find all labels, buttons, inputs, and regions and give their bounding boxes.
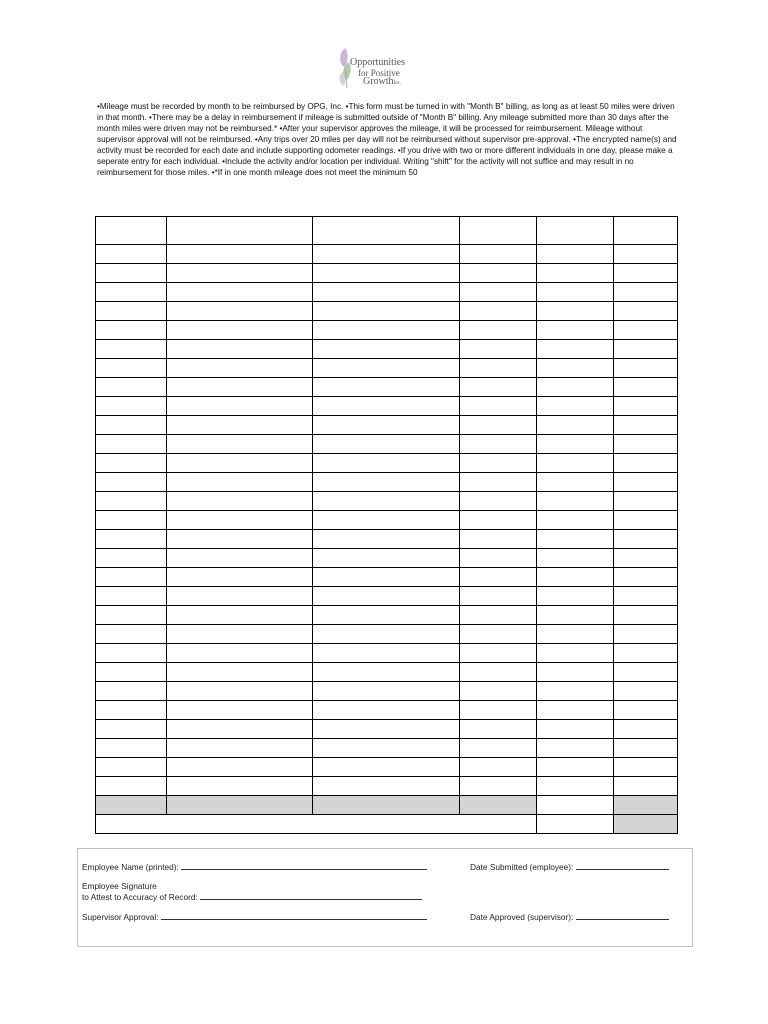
entry-cell[interactable]	[313, 663, 460, 682]
entry-cell[interactable]	[96, 397, 167, 416]
entry-cell[interactable]	[614, 264, 678, 283]
total-miles-cell[interactable]	[537, 796, 614, 815]
table-row	[96, 549, 678, 568]
entry-cell[interactable]	[537, 758, 614, 777]
logo-line-3-text: Growth	[363, 76, 394, 87]
entry-cell[interactable]	[614, 378, 678, 397]
entry-cell[interactable]	[167, 701, 313, 720]
date-approved-line[interactable]	[576, 911, 669, 920]
entry-cell[interactable]	[313, 359, 460, 378]
shaded-cell	[313, 796, 460, 815]
entry-cell[interactable]	[167, 397, 313, 416]
table-row	[96, 454, 678, 473]
entry-cell[interactable]	[614, 416, 678, 435]
table-row	[96, 340, 678, 359]
entry-cell[interactable]	[460, 397, 537, 416]
entry-cell[interactable]	[313, 625, 460, 644]
entry-cell[interactable]	[96, 454, 167, 473]
entry-cell[interactable]	[96, 283, 167, 302]
table-row	[96, 492, 678, 511]
entry-cell[interactable]	[96, 321, 167, 340]
entry-cell[interactable]	[537, 530, 614, 549]
entry-cell[interactable]	[96, 492, 167, 511]
entry-cell[interactable]	[460, 454, 537, 473]
entry-cell[interactable]	[460, 606, 537, 625]
mileage-log-table	[95, 216, 678, 834]
table-row	[96, 473, 678, 492]
entry-cell[interactable]	[614, 435, 678, 454]
entry-cell[interactable]	[96, 340, 167, 359]
entry-cell[interactable]	[537, 606, 614, 625]
entry-cell[interactable]	[537, 492, 614, 511]
entry-cell[interactable]	[614, 587, 678, 606]
table-row	[96, 302, 678, 321]
entry-cell[interactable]	[537, 720, 614, 739]
entry-cell[interactable]	[460, 435, 537, 454]
entry-cell[interactable]	[537, 283, 614, 302]
entry-cell[interactable]	[167, 454, 313, 473]
entry-cell[interactable]	[460, 473, 537, 492]
entry-cell[interactable]	[313, 587, 460, 606]
signature-section	[77, 848, 693, 947]
date-approved-field[interactable]	[470, 911, 669, 922]
entry-cell[interactable]	[614, 511, 678, 530]
date-submitted-field[interactable]	[470, 861, 669, 872]
header-cell	[614, 217, 678, 245]
employee-signature-field[interactable]	[82, 881, 422, 902]
entry-cell[interactable]	[313, 682, 460, 701]
entry-cell[interactable]	[96, 663, 167, 682]
date-approved-label: Date Approved (supervisor):	[470, 912, 574, 922]
entry-cell[interactable]	[614, 777, 678, 796]
entry-cell[interactable]	[167, 777, 313, 796]
entry-cell[interactable]	[96, 245, 167, 264]
entry-cell[interactable]	[167, 549, 313, 568]
rate-cell[interactable]	[537, 815, 614, 834]
entry-cell[interactable]	[614, 549, 678, 568]
entry-cell[interactable]	[537, 625, 614, 644]
table-row	[96, 701, 678, 720]
entry-cell[interactable]	[96, 720, 167, 739]
entry-cell[interactable]	[460, 359, 537, 378]
entry-cell[interactable]	[96, 302, 167, 321]
entry-cell[interactable]	[460, 682, 537, 701]
entry-cell[interactable]	[313, 492, 460, 511]
entry-cell[interactable]	[614, 397, 678, 416]
employee-name-line[interactable]	[181, 861, 427, 870]
entry-cell[interactable]	[460, 416, 537, 435]
entry-cell[interactable]	[537, 264, 614, 283]
entry-cell[interactable]	[313, 397, 460, 416]
entry-cell[interactable]	[96, 264, 167, 283]
entry-cell[interactable]	[460, 720, 537, 739]
entry-cell[interactable]	[460, 378, 537, 397]
employee-signature-line[interactable]	[200, 891, 422, 900]
entry-cell[interactable]	[614, 283, 678, 302]
entry-cell[interactable]	[313, 511, 460, 530]
entry-cell[interactable]	[614, 720, 678, 739]
entry-cell[interactable]	[167, 625, 313, 644]
entry-cell[interactable]	[537, 473, 614, 492]
entry-cell[interactable]	[167, 663, 313, 682]
supervisor-approval-field[interactable]	[82, 911, 427, 922]
entry-cell[interactable]	[614, 606, 678, 625]
entry-cell[interactable]	[96, 777, 167, 796]
entry-cell[interactable]	[167, 264, 313, 283]
entry-cell[interactable]	[96, 511, 167, 530]
signature-label-line-2: to Attest to Accuracy of Record:	[82, 892, 198, 902]
entry-cell[interactable]	[614, 682, 678, 701]
entry-cell[interactable]	[537, 663, 614, 682]
entry-cell[interactable]	[96, 587, 167, 606]
entry-cell[interactable]	[460, 283, 537, 302]
entry-cell[interactable]	[96, 416, 167, 435]
table-row	[96, 739, 678, 758]
supervisor-approval-line[interactable]	[161, 911, 427, 920]
entry-cell[interactable]	[313, 321, 460, 340]
supervisor-approval-label: Supervisor Approval:	[82, 912, 159, 922]
entry-cell[interactable]	[96, 378, 167, 397]
table-row	[96, 663, 678, 682]
table-row	[96, 511, 678, 530]
entry-cell[interactable]	[167, 378, 313, 397]
entry-cell[interactable]	[167, 416, 313, 435]
entry-cell[interactable]	[167, 758, 313, 777]
table-row	[96, 397, 678, 416]
entry-cell[interactable]	[537, 454, 614, 473]
entry-cell[interactable]	[167, 644, 313, 663]
entry-cell[interactable]	[313, 416, 460, 435]
entry-cell[interactable]	[167, 321, 313, 340]
table-row	[96, 530, 678, 549]
entry-cell[interactable]	[614, 359, 678, 378]
entry-cell[interactable]	[96, 625, 167, 644]
shaded-cell	[614, 796, 678, 815]
entry-cell[interactable]	[96, 682, 167, 701]
entry-cell[interactable]	[313, 606, 460, 625]
employee-name-label: Employee Name (printed):	[82, 862, 179, 872]
entry-cell[interactable]	[313, 549, 460, 568]
entry-cell[interactable]	[96, 568, 167, 587]
signature-label-line-1: Employee Signature	[82, 881, 157, 891]
table-row	[96, 283, 678, 302]
entry-cell[interactable]	[167, 606, 313, 625]
entry-cell[interactable]	[167, 435, 313, 454]
entry-cell[interactable]	[537, 568, 614, 587]
shaded-cell	[96, 796, 167, 815]
shaded-cell	[614, 815, 678, 834]
entry-cell[interactable]	[460, 302, 537, 321]
entry-cell[interactable]	[313, 644, 460, 663]
entry-cell[interactable]	[167, 530, 313, 549]
entry-cell[interactable]	[537, 378, 614, 397]
header-cell	[167, 217, 313, 245]
entry-cell[interactable]	[167, 302, 313, 321]
entry-cell[interactable]	[460, 758, 537, 777]
entry-cell[interactable]	[167, 739, 313, 758]
table-row	[96, 777, 678, 796]
entry-cell[interactable]	[537, 511, 614, 530]
entry-cell[interactable]	[167, 245, 313, 264]
entry-cell[interactable]	[167, 473, 313, 492]
entry-cell[interactable]	[460, 549, 537, 568]
instructions-paragraph: •Mileage must be recorded by month to be reimbursed by OPG, Inc. •This form must be turned in with "Month B" billing, as long as at least 50 miles were driven in that month. •There may be a delay in reimbursement if mileage is submitted outside of "Month B" billing. Any mileage submitted more than 30 days after the month miles were driven may not be reimbursed.* •After your supervisor approves the mileage, it will be processed for reimbursement. Mileage without supervisor approval will not be reimbursed. •Any trips over 20 miles per day will not be reimbursed without supervisor pre-approval. •The encrypted name(s) and activity must be recorded for each date and include supporting odometer readings. •If you drive with two or more different individuals in one day, please make a seperate entry for each individual. •Include the activity and/or location per individual. Writing "shift" for the activity will not suffice and may result in no reimbursement for those miles. •*If in one month mileage does not meet the minimum 50	[97, 102, 677, 177]
entry-cell[interactable]	[167, 720, 313, 739]
header-cell	[537, 217, 614, 245]
entry-cell[interactable]	[96, 701, 167, 720]
table-row	[96, 587, 678, 606]
entry-cell[interactable]	[460, 492, 537, 511]
entry-cell[interactable]	[313, 739, 460, 758]
entry-cell[interactable]	[313, 378, 460, 397]
reimbursement-row	[96, 815, 678, 834]
entry-cell[interactable]	[460, 663, 537, 682]
entry-cell[interactable]	[614, 492, 678, 511]
table-row	[96, 264, 678, 283]
header-cell	[96, 217, 167, 245]
entry-cell[interactable]	[537, 682, 614, 701]
logo-line-3	[363, 77, 401, 89]
entry-cell[interactable]	[537, 397, 614, 416]
entry-cell[interactable]	[167, 340, 313, 359]
entry-cell[interactable]	[313, 720, 460, 739]
entry-cell[interactable]	[614, 758, 678, 777]
entry-cell[interactable]	[313, 264, 460, 283]
table-row	[96, 625, 678, 644]
entry-cell[interactable]	[313, 435, 460, 454]
entry-cell[interactable]	[614, 530, 678, 549]
entry-cell[interactable]	[313, 245, 460, 264]
table-row	[96, 758, 678, 777]
entry-cell[interactable]	[460, 511, 537, 530]
entry-cell[interactable]	[614, 473, 678, 492]
entry-cell[interactable]	[313, 568, 460, 587]
entry-cell[interactable]	[167, 283, 313, 302]
entry-cell[interactable]	[313, 454, 460, 473]
entry-cell[interactable]	[537, 739, 614, 758]
totals-row	[96, 796, 678, 815]
entry-cell[interactable]	[167, 359, 313, 378]
entry-cell[interactable]	[460, 701, 537, 720]
entry-cell[interactable]	[460, 777, 537, 796]
entry-cell[interactable]	[460, 340, 537, 359]
header-cell	[313, 217, 460, 245]
entry-cell[interactable]	[313, 283, 460, 302]
table-header-row	[96, 217, 678, 245]
entry-cell[interactable]	[96, 359, 167, 378]
date-submitted-line[interactable]	[576, 861, 669, 870]
entry-cell[interactable]	[537, 435, 614, 454]
table-row	[96, 435, 678, 454]
entry-cell[interactable]	[614, 340, 678, 359]
entry-cell[interactable]	[313, 302, 460, 321]
entry-cell[interactable]	[313, 758, 460, 777]
entry-cell[interactable]	[313, 530, 460, 549]
header-cell	[460, 217, 537, 245]
table-row	[96, 245, 678, 264]
entry-cell[interactable]	[167, 492, 313, 511]
table-row	[96, 568, 678, 587]
entry-cell[interactable]	[460, 530, 537, 549]
employee-name-field[interactable]	[82, 861, 427, 872]
entry-cell[interactable]	[96, 606, 167, 625]
entry-cell[interactable]	[614, 739, 678, 758]
entry-cell[interactable]	[537, 359, 614, 378]
entry-cell[interactable]	[96, 435, 167, 454]
table-row	[96, 606, 678, 625]
entry-cell[interactable]	[460, 739, 537, 758]
logo-line-1: Opportunities	[350, 57, 405, 68]
entry-cell[interactable]	[460, 568, 537, 587]
entry-cell[interactable]	[460, 264, 537, 283]
entry-cell[interactable]	[313, 777, 460, 796]
table-row	[96, 682, 678, 701]
entry-cell[interactable]	[96, 739, 167, 758]
entry-cell[interactable]	[537, 644, 614, 663]
entry-cell[interactable]	[460, 321, 537, 340]
entry-cell[interactable]	[614, 568, 678, 587]
entry-cell[interactable]	[460, 587, 537, 606]
entry-cell[interactable]	[167, 682, 313, 701]
entry-cell[interactable]	[614, 644, 678, 663]
entry-cell[interactable]	[96, 530, 167, 549]
entry-cell[interactable]	[614, 663, 678, 682]
entry-cell[interactable]	[614, 701, 678, 720]
entry-cell[interactable]	[537, 245, 614, 264]
entry-cell[interactable]	[313, 340, 460, 359]
entry-cell[interactable]	[614, 625, 678, 644]
date-submitted-label: Date Submitted (employee):	[470, 862, 574, 872]
entry-cell[interactable]	[96, 549, 167, 568]
merged-cell	[96, 815, 537, 834]
entry-cell[interactable]	[313, 473, 460, 492]
logo-line-2: for Positive	[358, 68, 400, 78]
entry-cell[interactable]	[460, 245, 537, 264]
shaded-cell	[167, 796, 313, 815]
entry-cell[interactable]	[537, 777, 614, 796]
opg-logo	[336, 44, 426, 92]
table-row	[96, 359, 678, 378]
table-row	[96, 321, 678, 340]
entry-cell[interactable]	[614, 321, 678, 340]
entry-cell[interactable]	[460, 625, 537, 644]
table-row	[96, 378, 678, 397]
entry-cell[interactable]	[537, 587, 614, 606]
logo-suffix: Inc.	[393, 81, 402, 86]
table-row	[96, 416, 678, 435]
entry-cell[interactable]	[537, 416, 614, 435]
entry-cell[interactable]	[167, 511, 313, 530]
entry-cell[interactable]	[614, 302, 678, 321]
entry-cell[interactable]	[537, 549, 614, 568]
entry-cell[interactable]	[96, 473, 167, 492]
entry-cell[interactable]	[460, 644, 537, 663]
entry-cell[interactable]	[537, 302, 614, 321]
entry-cell[interactable]	[537, 701, 614, 720]
entry-cell[interactable]	[537, 321, 614, 340]
entry-cell[interactable]	[313, 701, 460, 720]
entry-cell[interactable]	[167, 568, 313, 587]
table-row	[96, 644, 678, 663]
entry-cell[interactable]	[96, 758, 167, 777]
table-row	[96, 720, 678, 739]
entry-cell[interactable]	[614, 245, 678, 264]
entry-cell[interactable]	[167, 587, 313, 606]
entry-cell[interactable]	[614, 454, 678, 473]
shaded-cell	[460, 796, 537, 815]
entry-cell[interactable]	[96, 644, 167, 663]
entry-cell[interactable]	[537, 340, 614, 359]
